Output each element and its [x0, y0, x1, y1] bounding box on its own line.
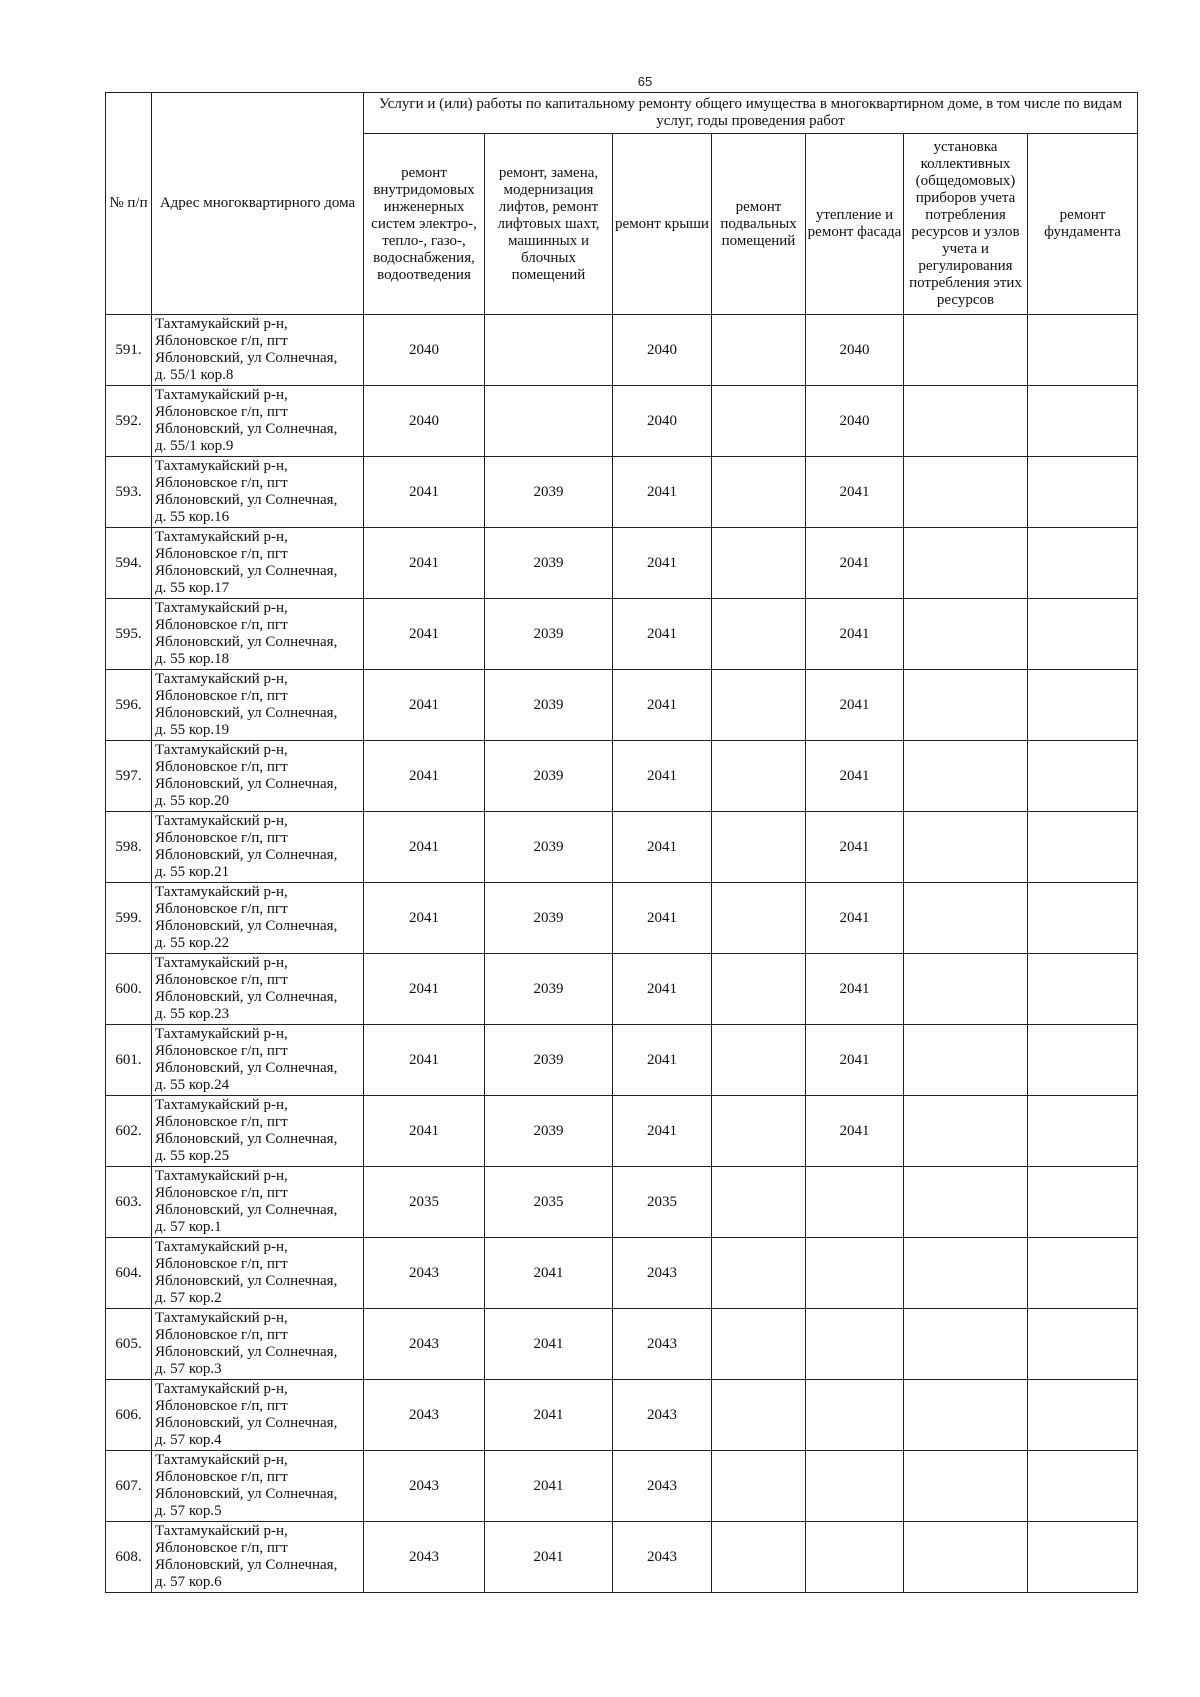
- table-row: [106, 883, 1138, 954]
- address-line: Яблоновский, ул Солнечная,: [155, 1060, 338, 1076]
- row-address: [152, 1167, 364, 1238]
- address-line: Тахтамукайский р-н,: [155, 1239, 288, 1255]
- year-cell: 2043: [364, 1451, 485, 1522]
- year-cell: 2041: [613, 954, 712, 1025]
- year-cell: 2043: [613, 1451, 712, 1522]
- year-cell: [1028, 1096, 1138, 1167]
- address-line: д. 55 кор.17: [155, 580, 230, 596]
- year-cell: 2041: [613, 599, 712, 670]
- table-row: [106, 670, 1138, 741]
- row-number: 598.: [106, 812, 152, 883]
- address-line: Тахтамукайский р-н,: [155, 529, 288, 545]
- year-cell: 2040: [364, 315, 485, 386]
- address-line: Яблоновский, ул Солнечная,: [155, 1415, 338, 1431]
- year-cell: [806, 1451, 904, 1522]
- year-cell: [712, 528, 806, 599]
- year-cell: 2041: [485, 1238, 613, 1309]
- address-line: д. 55 кор.24: [155, 1077, 230, 1093]
- year-cell: 2041: [613, 883, 712, 954]
- address-line: д. 57 кор.2: [155, 1290, 222, 1306]
- header-col-foundation: ремонт фундамента: [1028, 134, 1138, 315]
- header-num: № п/п: [106, 93, 152, 315]
- address-line: Тахтамукайский р-н,: [155, 600, 288, 616]
- year-cell: 2041: [364, 599, 485, 670]
- row-number: 608.: [106, 1522, 152, 1593]
- address-line: Яблоновский, ул Солнечная,: [155, 705, 338, 721]
- year-cell: 2040: [806, 315, 904, 386]
- year-cell: 2035: [613, 1167, 712, 1238]
- year-cell: 2041: [806, 954, 904, 1025]
- address-line: Яблоновский, ул Солнечная,: [155, 1557, 338, 1573]
- year-cell: 2041: [364, 1096, 485, 1167]
- row-number: 602.: [106, 1096, 152, 1167]
- year-cell: [712, 599, 806, 670]
- year-cell: [904, 1025, 1028, 1096]
- address-line: Тахтамукайский р-н,: [155, 1452, 288, 1468]
- table-row: [106, 386, 1138, 457]
- year-cell: [806, 1167, 904, 1238]
- year-cell: 2041: [806, 599, 904, 670]
- row-address: [152, 315, 364, 386]
- header-address: Адрес многоквартирного дома: [152, 93, 364, 315]
- address-line: Тахтамукайский р-н,: [155, 316, 288, 332]
- table-row: [106, 1167, 1138, 1238]
- year-cell: 2039: [485, 812, 613, 883]
- address-line: Тахтамукайский р-н,: [155, 1310, 288, 1326]
- year-cell: 2041: [364, 883, 485, 954]
- year-cell: [904, 1309, 1028, 1380]
- year-cell: 2041: [364, 954, 485, 1025]
- address-line: Яблоновское г/п, пгт: [155, 972, 288, 988]
- year-cell: [1028, 670, 1138, 741]
- address-line: Яблоновский, ул Солнечная,: [155, 1273, 338, 1289]
- table-row: [106, 812, 1138, 883]
- address-line: Яблоновский, ул Солнечная,: [155, 1202, 338, 1218]
- address-line: Яблоновский, ул Солнечная,: [155, 918, 338, 934]
- header-services-group: Услуги и (или) работы по капитальному ремонту общего имущества в многоквартирном доме, в том числе по видам услуг, годы проведения работ: [364, 93, 1138, 134]
- address-line: д. 57 кор.1: [155, 1219, 222, 1235]
- address-line: Яблоновский, ул Солнечная,: [155, 563, 338, 579]
- row-address: [152, 1451, 364, 1522]
- address-line: д. 57 кор.3: [155, 1361, 222, 1377]
- address-line: Яблоновское г/п, пгт: [155, 1185, 288, 1201]
- address-line: Яблоновский, ул Солнечная,: [155, 350, 338, 366]
- address-line: Яблоновское г/п, пгт: [155, 1114, 288, 1130]
- year-cell: 2043: [364, 1380, 485, 1451]
- address-line: Тахтамукайский р-н,: [155, 1097, 288, 1113]
- address-line: Яблоновский, ул Солнечная,: [155, 492, 338, 508]
- address-line: Тахтамукайский р-н,: [155, 1523, 288, 1539]
- year-cell: 2041: [613, 528, 712, 599]
- year-cell: [904, 528, 1028, 599]
- year-cell: [1028, 1238, 1138, 1309]
- address-line: Яблоновский, ул Солнечная,: [155, 989, 338, 1005]
- year-cell: [485, 386, 613, 457]
- address-line: д. 55 кор.19: [155, 722, 230, 738]
- year-cell: [1028, 599, 1138, 670]
- capital-repair-table: [105, 92, 1138, 1593]
- year-cell: [806, 1309, 904, 1380]
- row-address: [152, 1522, 364, 1593]
- row-number: 599.: [106, 883, 152, 954]
- year-cell: 2041: [613, 812, 712, 883]
- address-line: Яблоновское г/п, пгт: [155, 1398, 288, 1414]
- address-line: д. 55 кор.21: [155, 864, 230, 880]
- address-line: Тахтамукайский р-н,: [155, 955, 288, 971]
- year-cell: 2039: [485, 457, 613, 528]
- row-address: [152, 670, 364, 741]
- table-row: [106, 1522, 1138, 1593]
- address-line: Яблоновское г/п, пгт: [155, 830, 288, 846]
- year-cell: [1028, 457, 1138, 528]
- row-address: [152, 1025, 364, 1096]
- table-row: [106, 1238, 1138, 1309]
- year-cell: 2041: [806, 741, 904, 812]
- table-row: [106, 1380, 1138, 1451]
- address-line: д. 55 кор.18: [155, 651, 230, 667]
- year-cell: [712, 1167, 806, 1238]
- page-number: 65: [637, 74, 653, 89]
- address-line: Яблоновское г/п, пгт: [155, 1327, 288, 1343]
- year-cell: 2043: [613, 1238, 712, 1309]
- year-cell: [1028, 528, 1138, 599]
- year-cell: [1028, 315, 1138, 386]
- year-cell: 2040: [613, 386, 712, 457]
- year-cell: [904, 1096, 1028, 1167]
- year-cell: [485, 315, 613, 386]
- year-cell: 2041: [613, 1025, 712, 1096]
- year-cell: [1028, 1380, 1138, 1451]
- year-cell: [712, 670, 806, 741]
- row-number: 593.: [106, 457, 152, 528]
- year-cell: [712, 457, 806, 528]
- row-number: 607.: [106, 1451, 152, 1522]
- year-cell: [904, 1522, 1028, 1593]
- table-row: [106, 741, 1138, 812]
- row-number: 600.: [106, 954, 152, 1025]
- year-cell: [904, 599, 1028, 670]
- year-cell: 2041: [485, 1380, 613, 1451]
- year-cell: 2041: [806, 670, 904, 741]
- year-cell: 2043: [613, 1522, 712, 1593]
- year-cell: [1028, 1451, 1138, 1522]
- table-row: [106, 457, 1138, 528]
- year-cell: 2041: [613, 670, 712, 741]
- year-cell: 2039: [485, 670, 613, 741]
- year-cell: [1028, 812, 1138, 883]
- row-number: 605.: [106, 1309, 152, 1380]
- year-cell: [904, 1380, 1028, 1451]
- year-cell: [1028, 741, 1138, 812]
- address-line: Яблоновский, ул Солнечная,: [155, 634, 338, 650]
- year-cell: 2041: [613, 1096, 712, 1167]
- address-line: Яблоновский, ул Солнечная,: [155, 1344, 338, 1360]
- year-cell: [1028, 386, 1138, 457]
- address-line: д. 55 кор.25: [155, 1148, 230, 1164]
- address-line: д. 55 кор.20: [155, 793, 230, 809]
- year-cell: 2041: [364, 741, 485, 812]
- header-col-elevators: ремонт, замена, модернизация лифтов, ремонт лифтовых шахт, машинных и блочных помещений: [485, 134, 613, 315]
- year-cell: [1028, 1522, 1138, 1593]
- year-cell: 2041: [613, 741, 712, 812]
- address-line: Яблоновское г/п, пгт: [155, 1469, 288, 1485]
- year-cell: 2039: [485, 528, 613, 599]
- year-cell: 2041: [364, 457, 485, 528]
- year-cell: 2039: [485, 741, 613, 812]
- year-cell: 2041: [806, 1096, 904, 1167]
- address-line: Яблоновский, ул Солнечная,: [155, 1131, 338, 1147]
- row-address: [152, 741, 364, 812]
- year-cell: 2041: [364, 528, 485, 599]
- year-cell: 2035: [364, 1167, 485, 1238]
- row-address: [152, 599, 364, 670]
- address-line: д. 57 кор.4: [155, 1432, 222, 1448]
- year-cell: 2041: [806, 812, 904, 883]
- address-line: Яблоновское г/п, пгт: [155, 688, 288, 704]
- address-line: Яблоновское г/п, пгт: [155, 546, 288, 562]
- address-line: д. 55 кор.23: [155, 1006, 230, 1022]
- row-number: 592.: [106, 386, 152, 457]
- address-line: Яблоновское г/п, пгт: [155, 333, 288, 349]
- row-number: 595.: [106, 599, 152, 670]
- year-cell: 2043: [364, 1522, 485, 1593]
- year-cell: 2040: [613, 315, 712, 386]
- year-cell: [904, 386, 1028, 457]
- address-line: д. 55/1 кор.8: [155, 367, 234, 383]
- row-number: 591.: [106, 315, 152, 386]
- year-cell: 2035: [485, 1167, 613, 1238]
- address-line: Тахтамукайский р-н,: [155, 387, 288, 403]
- year-cell: 2041: [806, 883, 904, 954]
- year-cell: 2039: [485, 1025, 613, 1096]
- row-number: 606.: [106, 1380, 152, 1451]
- address-line: д. 55 кор.22: [155, 935, 230, 951]
- header-col-basement: ремонт подвальных помещений: [712, 134, 806, 315]
- address-line: д. 57 кор.6: [155, 1574, 222, 1590]
- year-cell: 2041: [485, 1309, 613, 1380]
- year-cell: 2041: [485, 1522, 613, 1593]
- address-line: Яблоновский, ул Солнечная,: [155, 847, 338, 863]
- row-address: [152, 812, 364, 883]
- year-cell: 2041: [806, 528, 904, 599]
- year-cell: [904, 315, 1028, 386]
- year-cell: [712, 812, 806, 883]
- year-cell: 2041: [806, 457, 904, 528]
- row-address: [152, 386, 364, 457]
- year-cell: 2040: [364, 386, 485, 457]
- year-cell: [806, 1380, 904, 1451]
- address-line: Яблоновский, ул Солнечная,: [155, 421, 338, 437]
- row-number: 601.: [106, 1025, 152, 1096]
- year-cell: [712, 1238, 806, 1309]
- address-line: Тахтамукайский р-н,: [155, 671, 288, 687]
- table-row: [106, 1451, 1138, 1522]
- year-cell: 2039: [485, 954, 613, 1025]
- year-cell: [712, 315, 806, 386]
- row-address: [152, 883, 364, 954]
- year-cell: 2040: [806, 386, 904, 457]
- table-row: [106, 1309, 1138, 1380]
- year-cell: [904, 1451, 1028, 1522]
- year-cell: [712, 1522, 806, 1593]
- address-line: Тахтамукайский р-н,: [155, 742, 288, 758]
- year-cell: 2041: [806, 1025, 904, 1096]
- year-cell: [904, 457, 1028, 528]
- address-line: д. 55/1 кор.9: [155, 438, 234, 454]
- row-address: [152, 1309, 364, 1380]
- year-cell: 2039: [485, 883, 613, 954]
- row-address: [152, 457, 364, 528]
- year-cell: [1028, 883, 1138, 954]
- year-cell: [1028, 954, 1138, 1025]
- year-cell: [712, 954, 806, 1025]
- year-cell: [712, 386, 806, 457]
- year-cell: [712, 1025, 806, 1096]
- table-row: [106, 1025, 1138, 1096]
- year-cell: [806, 1522, 904, 1593]
- year-cell: 2041: [364, 670, 485, 741]
- row-address: [152, 954, 364, 1025]
- year-cell: [1028, 1309, 1138, 1380]
- header-col-facade: утепление и ремонт фасада: [806, 134, 904, 315]
- header-col-roof: ремонт крыши: [613, 134, 712, 315]
- address-line: Яблоновское г/п, пгт: [155, 475, 288, 491]
- year-cell: 2039: [485, 599, 613, 670]
- address-line: Тахтамукайский р-н,: [155, 1168, 288, 1184]
- address-line: Тахтамукайский р-н,: [155, 1381, 288, 1397]
- row-number: 597.: [106, 741, 152, 812]
- address-line: Тахтамукайский р-н,: [155, 813, 288, 829]
- year-cell: [904, 1238, 1028, 1309]
- table-row: [106, 315, 1138, 386]
- header-col-meters: установка коллективных (общедомовых) приборов учета потребления ресурсов и узлов учета и регулирования потребления этих ресурсов: [904, 134, 1028, 315]
- year-cell: 2041: [485, 1451, 613, 1522]
- address-line: Яблоновское г/п, пгт: [155, 1256, 288, 1272]
- year-cell: [1028, 1025, 1138, 1096]
- address-line: Тахтамукайский р-н,: [155, 1026, 288, 1042]
- table-row: [106, 599, 1138, 670]
- address-line: Яблоновское г/п, пгт: [155, 617, 288, 633]
- year-cell: 2043: [364, 1238, 485, 1309]
- year-cell: [904, 670, 1028, 741]
- row-address: [152, 1238, 364, 1309]
- row-number: 603.: [106, 1167, 152, 1238]
- year-cell: 2043: [613, 1380, 712, 1451]
- table-row: [106, 954, 1138, 1025]
- year-cell: [712, 1309, 806, 1380]
- year-cell: 2041: [613, 457, 712, 528]
- address-line: Яблоновский, ул Солнечная,: [155, 1486, 338, 1502]
- header-col-engineering: ремонт внутридомовых инженерных систем электро-, тепло-, газо-, водоснабжения, водоотведения: [364, 134, 485, 315]
- address-line: д. 55 кор.16: [155, 509, 230, 525]
- year-cell: 2041: [364, 812, 485, 883]
- row-address: [152, 1380, 364, 1451]
- address-line: Яблоновский, ул Солнечная,: [155, 776, 338, 792]
- table-row: [106, 528, 1138, 599]
- year-cell: 2041: [364, 1025, 485, 1096]
- year-cell: [712, 1380, 806, 1451]
- row-number: 594.: [106, 528, 152, 599]
- year-cell: [712, 1451, 806, 1522]
- year-cell: [904, 1167, 1028, 1238]
- year-cell: [806, 1238, 904, 1309]
- row-number: 604.: [106, 1238, 152, 1309]
- year-cell: 2043: [364, 1309, 485, 1380]
- row-number: 596.: [106, 670, 152, 741]
- year-cell: 2043: [613, 1309, 712, 1380]
- year-cell: 2039: [485, 1096, 613, 1167]
- address-line: Тахтамукайский р-н,: [155, 458, 288, 474]
- address-line: д. 57 кор.5: [155, 1503, 222, 1519]
- row-address: [152, 1096, 364, 1167]
- year-cell: [712, 741, 806, 812]
- year-cell: [712, 883, 806, 954]
- address-line: Яблоновское г/п, пгт: [155, 901, 288, 917]
- address-line: Тахтамукайский р-н,: [155, 884, 288, 900]
- year-cell: [712, 1096, 806, 1167]
- table-row: [106, 1096, 1138, 1167]
- address-line: Яблоновское г/п, пгт: [155, 1043, 288, 1059]
- year-cell: [904, 812, 1028, 883]
- address-line: Яблоновское г/п, пгт: [155, 1540, 288, 1556]
- year-cell: [904, 741, 1028, 812]
- address-line: Яблоновское г/п, пгт: [155, 404, 288, 420]
- row-address: [152, 528, 364, 599]
- year-cell: [904, 954, 1028, 1025]
- year-cell: [1028, 1167, 1138, 1238]
- address-line: Яблоновское г/п, пгт: [155, 759, 288, 775]
- year-cell: [904, 883, 1028, 954]
